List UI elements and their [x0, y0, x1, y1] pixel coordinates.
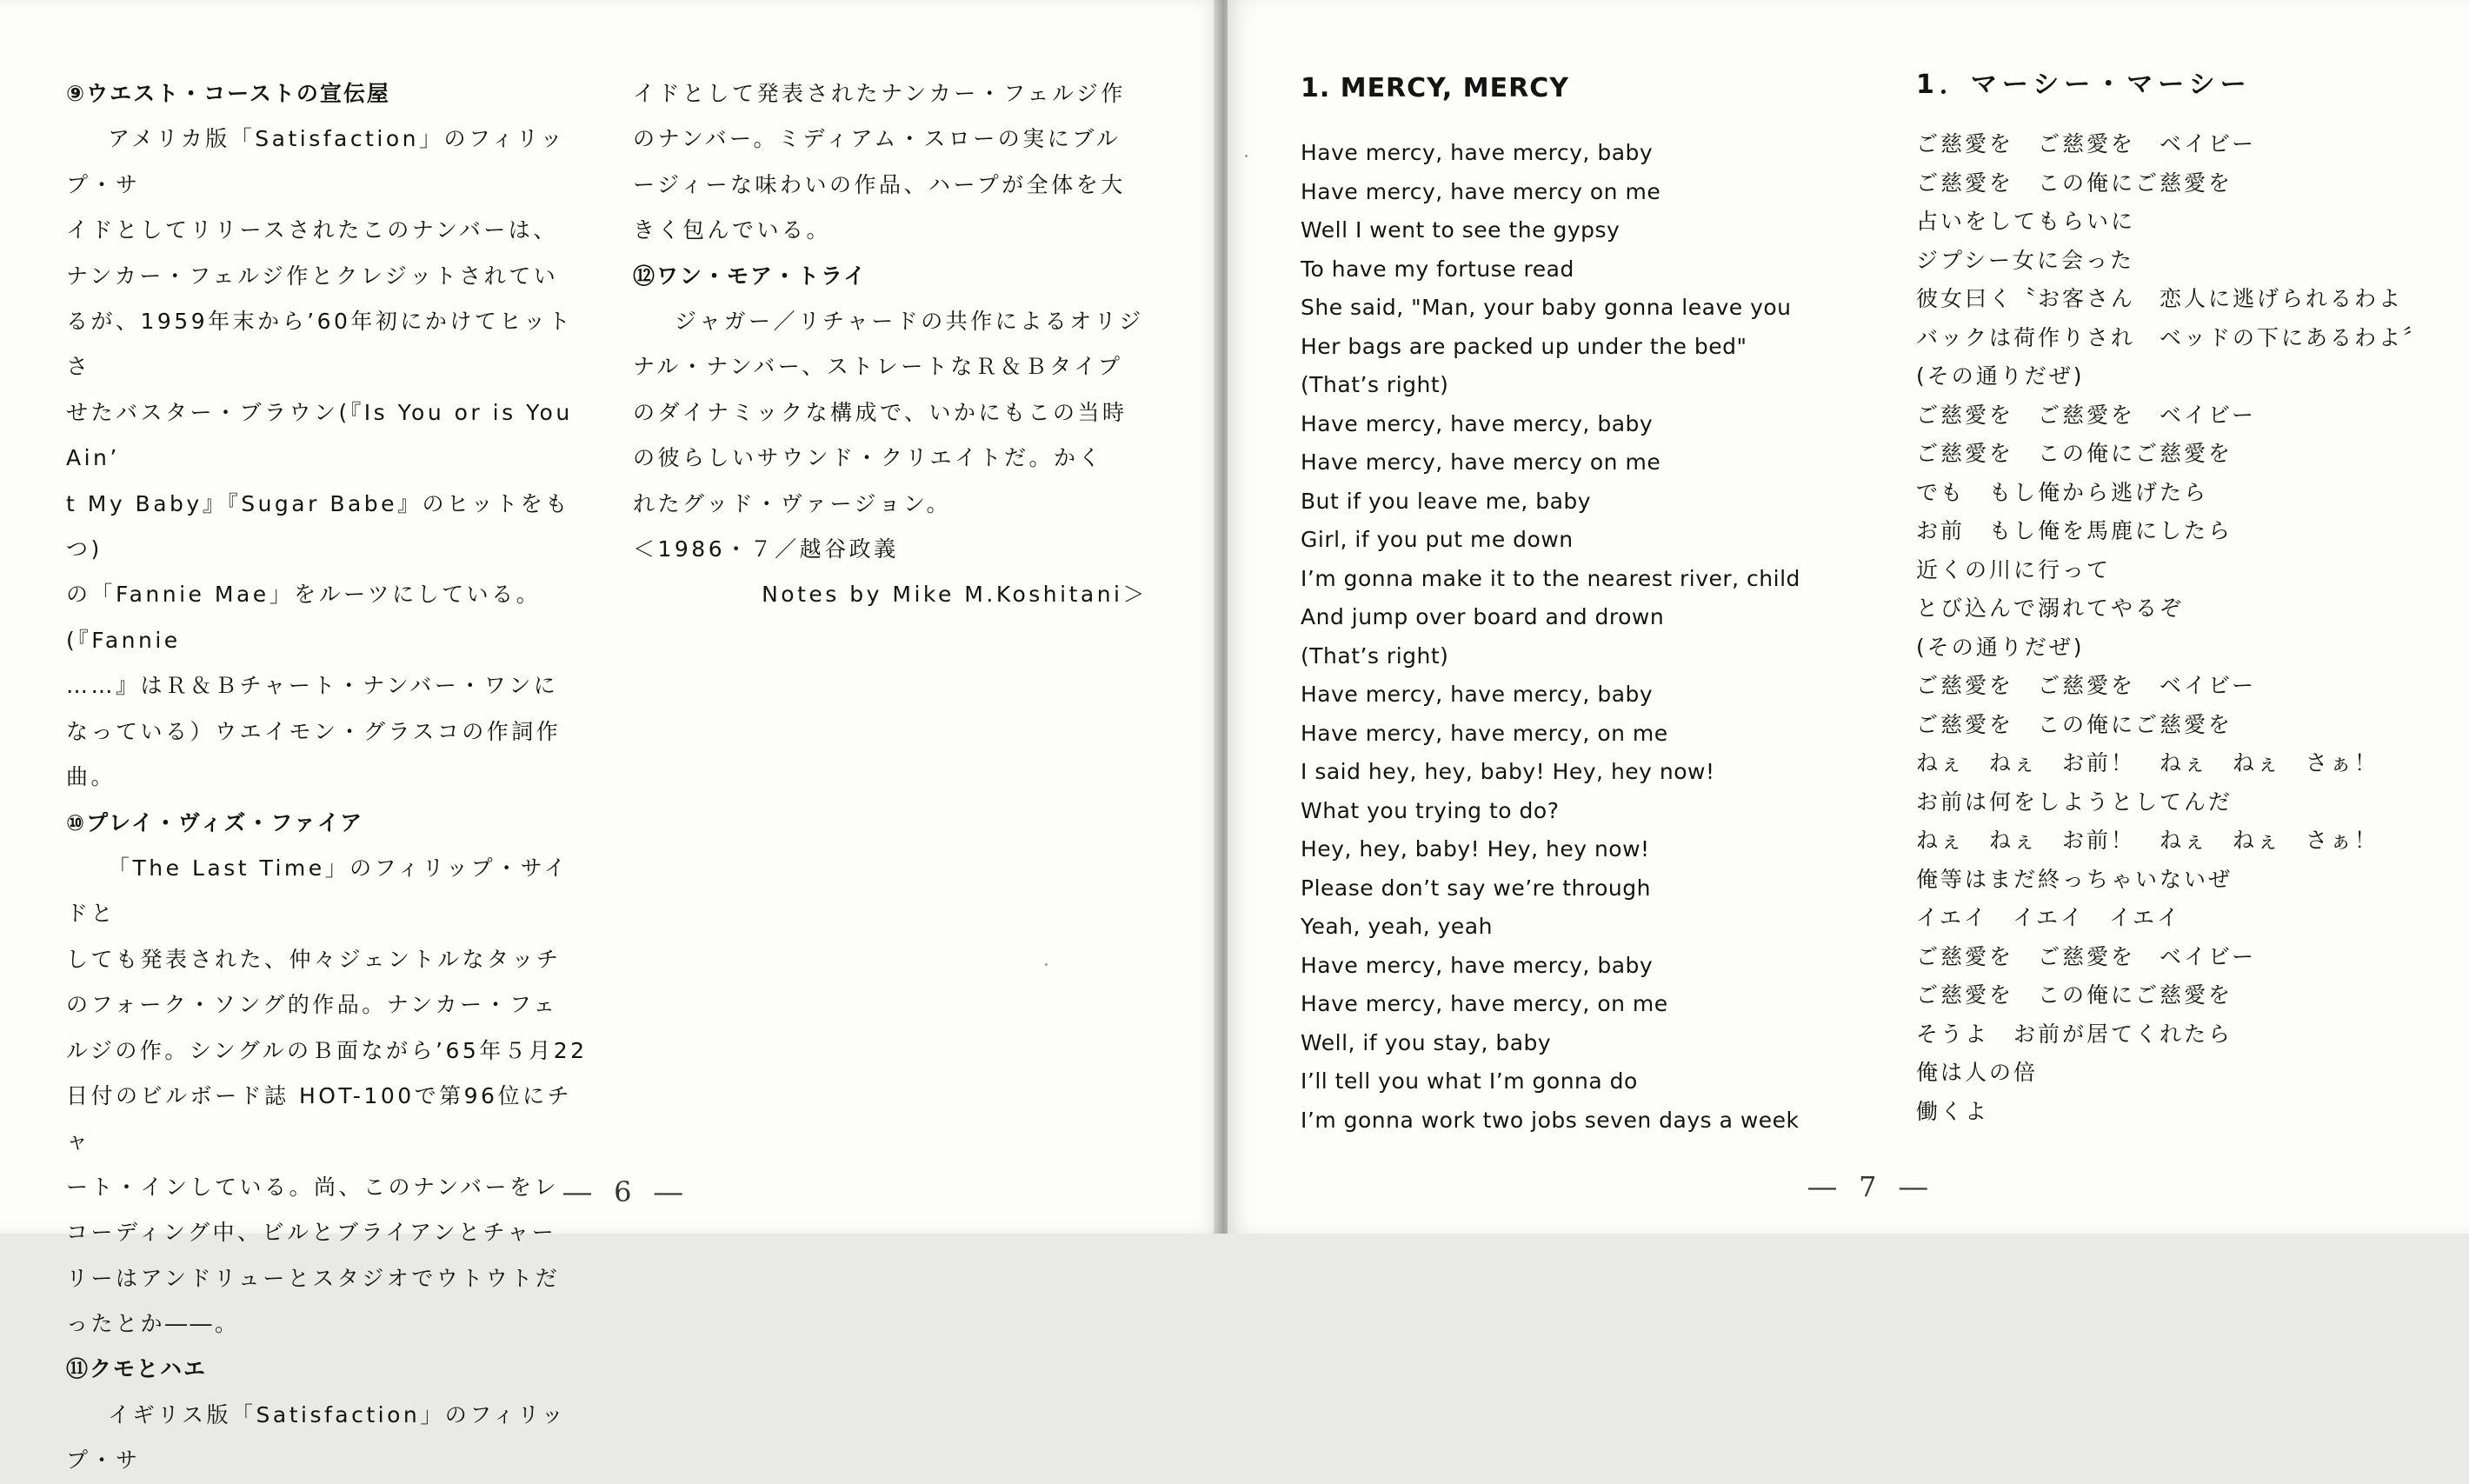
lyric-line-japanese: (その通りだぜ): [1916, 634, 2085, 660]
lyric-line-japanese: お前 もし俺を馬鹿にしたら: [1916, 518, 2233, 543]
notes-column-1: [66, 71, 588, 1484]
lyric-line-english: I’m gonna make it to the nearest river, child: [1301, 565, 1800, 591]
notes-credit: Notes by Mike M.Koshitani＞: [762, 582, 1148, 608]
lyric-line-japanese: ご慈愛を この俺にご慈愛を: [1916, 441, 2233, 466]
lyric-line-english: I’m gonna work two jobs seven days a week: [1301, 1107, 1800, 1133]
lyric-line-english: Her bags are packed up under the bed": [1301, 333, 1747, 359]
lyric-line-japanese: ねぇ ねぇ お前！ ねぇ ねぇ さぁ！: [1916, 828, 2379, 853]
lyric-line-japanese: ご慈愛を ご慈愛を ベイビー: [1916, 673, 2257, 698]
right-page: [1228, 0, 2469, 1234]
lyric-line-english: Well I went to see the gypsy: [1301, 217, 1620, 243]
lyric-line-english: And jump over board and drown: [1301, 604, 1665, 629]
page-number-left: ― 6 ―: [563, 1175, 689, 1208]
lyric-line-english: Have mercy, have mercy on me: [1301, 449, 1661, 475]
section-heading: ⑨ウエスト・コーストの宣伝屋: [66, 81, 390, 106]
lyric-line-japanese: ご慈愛を ご慈愛を ベイビー: [1916, 131, 2257, 156]
lyrics-english-column: [1301, 70, 1857, 1140]
lyric-line-japanese: ご慈愛を ご慈愛を ベイビー: [1916, 943, 2257, 969]
lyric-line-english: (That’s right): [1301, 372, 1449, 397]
lyric-line-japanese: ご慈愛を この俺にご慈愛を: [1916, 982, 2233, 1008]
left-page: [0, 0, 1224, 1474]
text-line: のナンバー。ミディアム・スローの実にブル: [633, 126, 1121, 152]
paper-speck: [1245, 155, 1248, 157]
lyric-line-japanese: とび込んで溺れてやるぞ: [1916, 596, 2185, 621]
text-line: れたグッド・ヴァージョン。: [633, 490, 952, 516]
lyric-line-japanese: 俺等はまだ終っちゃいないぜ: [1916, 866, 2233, 892]
lyric-line-english: Have mercy, have mercy, baby: [1301, 682, 1654, 707]
lyric-line-japanese: 俺は人の倍: [1916, 1060, 2039, 1085]
text-line: イドとしてリリースされたこのナンバーは、: [66, 217, 558, 243]
lyric-line-japanese: バックは荷作りされ ベッドの下にあるわよ〞: [1916, 324, 2428, 350]
text-line: イギリス版「Satisfaction」のフィリップ・サ: [66, 1401, 567, 1474]
lyric-line-japanese: そうよ お前が居てくれたら: [1916, 1021, 2233, 1047]
text-line: ナンカー・フェルジ作とクレジットされてい: [66, 263, 559, 289]
section-heading: ⑫ワン・モア・トライ: [633, 263, 868, 289]
lyric-line-english: Have mercy, have mercy, baby: [1301, 410, 1654, 436]
text-line: のダイナミックな構成で、いかにもこの当時: [633, 399, 1128, 425]
text-line: リーはアンドリューとスタジオでウトウトだ: [66, 1265, 561, 1291]
text-line: ルジの作。シングルのＢ面ながら’65年５月22: [66, 1037, 588, 1063]
lyrics-japanese: [1916, 125, 2459, 1131]
text-line: しても発表された、仲々ジェントルなタッチ: [66, 946, 562, 972]
text-line: ート・インしている。尚、このナンバーをレ: [66, 1174, 560, 1200]
lyric-line-english: But if you leave me, baby: [1301, 488, 1592, 514]
text-line: コーディング中、ビルとブライアンとチャー: [66, 1220, 557, 1246]
text-line: ＜1986・７／越谷政義: [633, 536, 899, 562]
text-line: 日付のビルボード誌 HOT-100で第96位にチャ: [66, 1082, 572, 1155]
lyric-line-english: Have mercy, have mercy, on me: [1301, 991, 1668, 1016]
lyric-line-japanese: 占いをしてもらいに: [1916, 209, 2136, 234]
text-line: イドとして発表されたナンカー・フェルジ作: [633, 81, 1126, 106]
lyric-line-english: Have mercy, have mercy on me: [1301, 178, 1661, 204]
lyric-line-english: Have mercy, have mercy, baby: [1301, 140, 1654, 165]
lyric-line-japanese: 近くの川に行って: [1916, 556, 2112, 582]
lyric-line-english: Hey, hey, baby! Hey, hey now!: [1301, 836, 1650, 862]
text-line: ったとか――。: [66, 1310, 240, 1336]
text-line: ジャガー／リチャードの共作によるオリジ: [675, 309, 1144, 335]
lyric-line-japanese: イエイ イエイ イエイ: [1916, 905, 2182, 930]
text-line: ナル・ナンバー、ストレートなＲ＆Ｂタイプ: [633, 354, 1123, 380]
lyric-line-english: Well, if you stay, baby: [1301, 1029, 1552, 1055]
lyric-line-japanese: でも もし俺から逃げたら: [1916, 479, 2209, 505]
text-line: 曲。: [66, 764, 116, 790]
text-line: アメリカ版「Satisfaction」のフィリップ・サ: [66, 126, 565, 197]
lyrics-english: [1301, 134, 1857, 1140]
section-heading: ⑩プレイ・ヴィズ・ファイア: [66, 809, 364, 835]
lyric-line-english: I said hey, hey, baby! Hey, hey now!: [1301, 759, 1715, 784]
lyric-line-english: Have mercy, have mercy, on me: [1301, 720, 1668, 746]
lyric-line-english: I’ll tell you what I’m gonna do: [1301, 1068, 1638, 1094]
page-number-right: ― 7 ―: [1808, 1170, 1934, 1203]
text-line: t My Baby』『Sugar Babe』のヒットをもつ): [66, 490, 570, 562]
section-heading: ⑪クモとハエ: [66, 1356, 208, 1382]
lyric-line-english: Please don’t say we’re through: [1301, 875, 1651, 901]
text-line: の「Fannie Mae」をルーツにしている。(『Fannie: [66, 582, 542, 653]
lyric-line-english: (That’s right): [1301, 642, 1449, 669]
lyric-line-japanese: 彼女曰く〝お客さん 恋人に逃げられるわよ: [1916, 286, 2404, 311]
lyric-line-english: She said, "Man, your baby gonna leave you: [1301, 295, 1792, 320]
lyric-line-japanese: ご慈愛を ご慈愛を ベイビー: [1916, 402, 2257, 428]
text-line: きく包んでいる。: [633, 217, 832, 243]
lyrics-japanese-column: [1916, 66, 2459, 1131]
lyric-line-english: Yeah, yeah, yeah: [1301, 914, 1493, 939]
lyric-line-japanese: ご慈愛を この俺にご慈愛を: [1916, 711, 2233, 737]
lyric-line-english: To have my fortuse read: [1301, 256, 1574, 282]
lyric-line-japanese: ねぇ ねぇ お前！ ねぇ ねぇ さぁ！: [1916, 750, 2379, 775]
lyric-line-english: Girl, if you put me down: [1301, 527, 1574, 552]
song-title-english: 1. MERCY, MERCY: [1301, 73, 1569, 103]
text-line: 「The Last Time」のフィリップ・サイドと: [66, 855, 569, 927]
text-line: のフォーク・ソング的作品。ナンカー・フェ: [66, 992, 558, 1018]
lyric-line-japanese: お前は何をしようとしてんだ: [1916, 789, 2233, 815]
lyric-line-english: Have mercy, have mercy, baby: [1301, 952, 1654, 978]
text-line: るが、1959年末から’60年初にかけてヒットさ: [66, 309, 574, 380]
text-line: の彼らしいサウンド・クリエイトだ。かく: [633, 445, 1104, 471]
lyric-line-japanese: (その通りだぜ): [1916, 363, 2085, 389]
lyric-line-japanese: ご慈愛を この俺にご慈愛を: [1916, 170, 2233, 196]
text-line: ージィーな味わいの作品、ハープが全体を大: [633, 171, 1126, 197]
paper-speck: [1045, 963, 1048, 966]
text-line: せたバスター・ブラウン(『Is You or is You Ain’: [66, 399, 573, 471]
song-title-japanese: 1．マーシー・マーシー: [1916, 70, 2252, 100]
lyric-line-japanese: ジプシー女に会った: [1916, 247, 2135, 273]
lyric-line-english: What you trying to do?: [1301, 797, 1560, 823]
text-line: なっている）ウエイモン・グラスコの作詞作: [66, 718, 562, 744]
lyric-line-japanese: 働くよ: [1916, 1098, 1990, 1124]
notes-column-2: [633, 71, 1151, 618]
text-line: ……』はＲ＆Ｂチャート・ナンバー・ワンに: [66, 673, 559, 699]
